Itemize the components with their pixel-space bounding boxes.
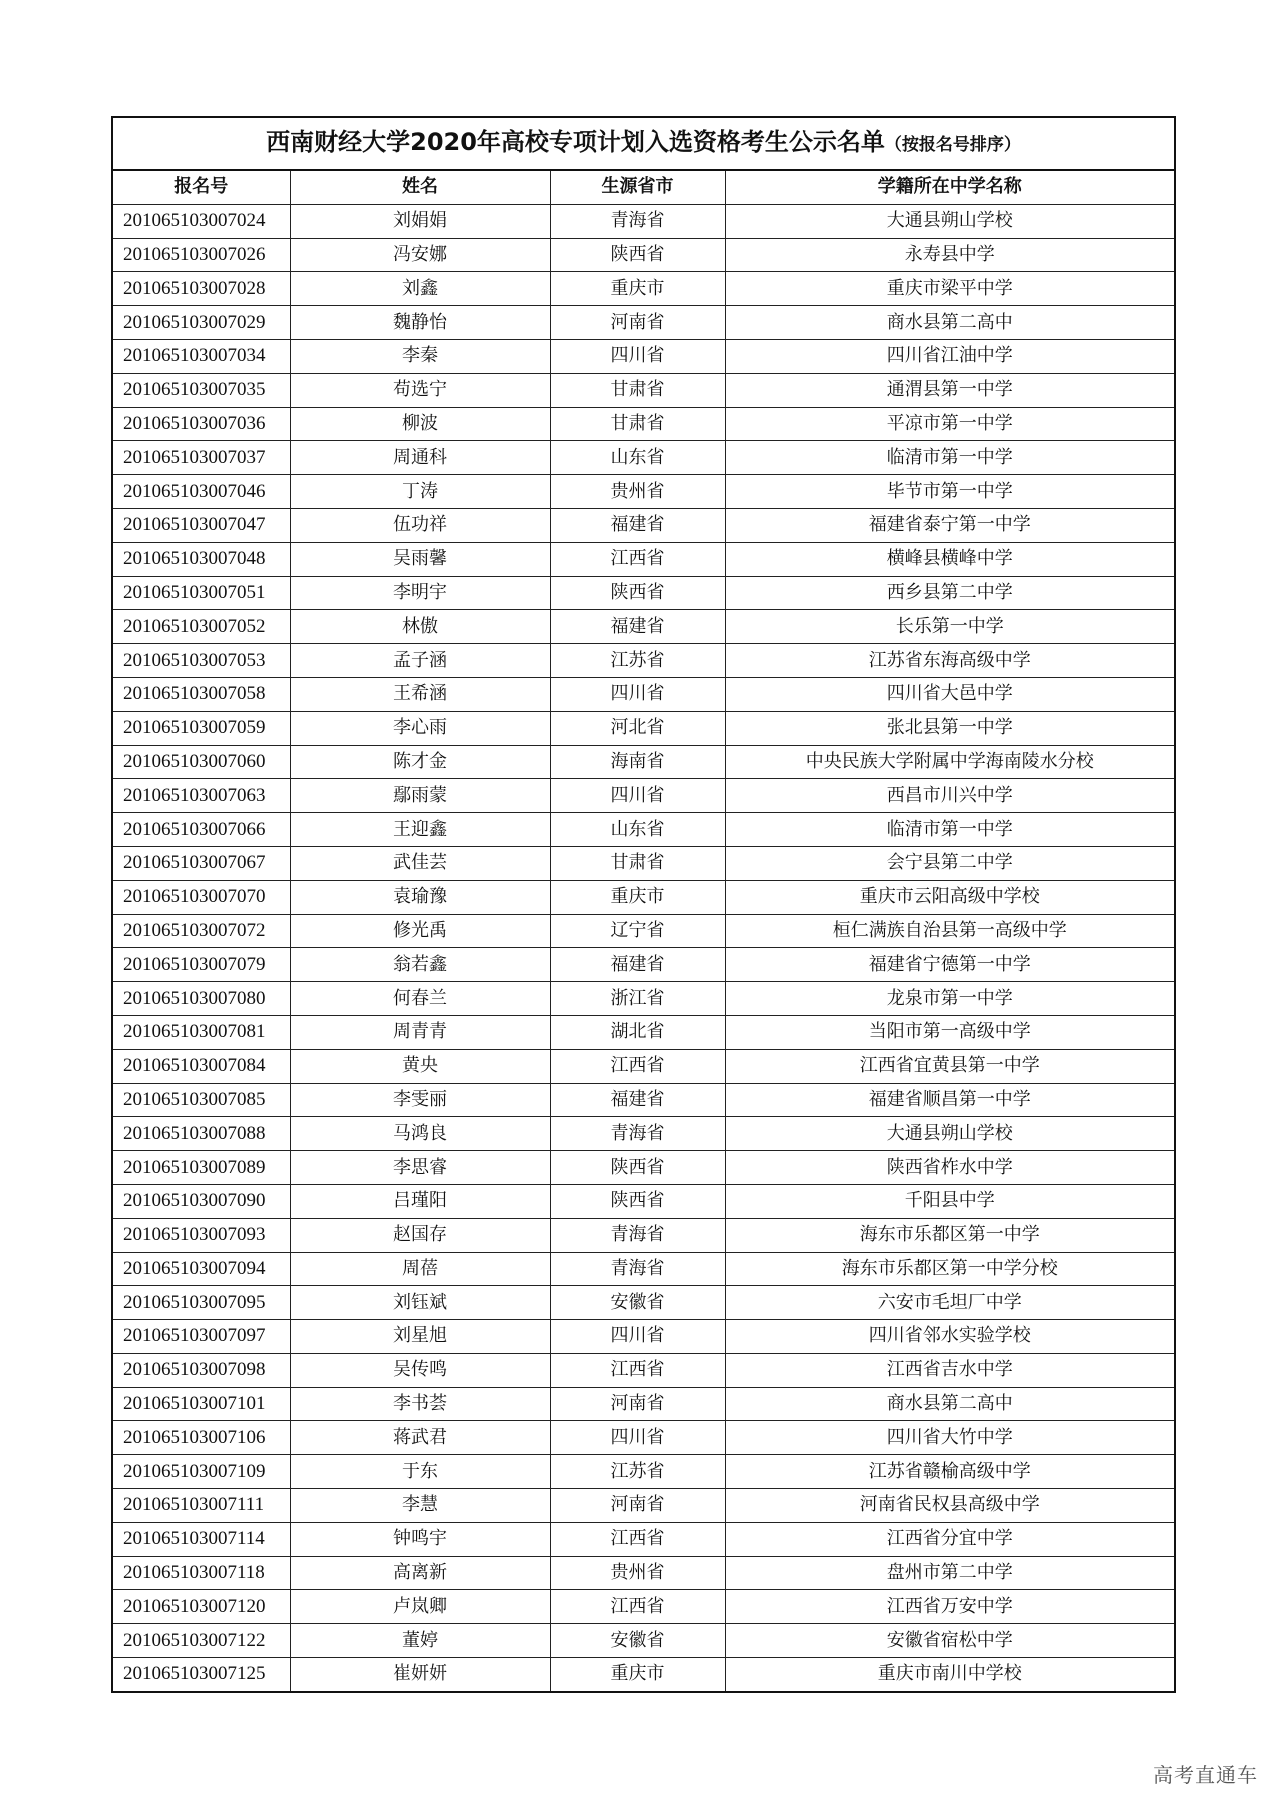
cell-source-province: 重庆市 <box>550 272 725 306</box>
cell-student-name: 马鸿良 <box>290 1117 550 1151</box>
cell-source-province: 福建省 <box>550 1083 725 1117</box>
cell-student-name: 周青青 <box>290 1015 550 1049</box>
cell-school-name: 海东市乐都区第一中学分校 <box>725 1252 1175 1286</box>
cell-school-name: 龙泉市第一中学 <box>725 982 1175 1016</box>
cell-student-name: 李书荟 <box>290 1387 550 1421</box>
cell-source-province: 甘肃省 <box>550 373 725 407</box>
cell-registration-id: 201065103007114 <box>112 1522 290 1556</box>
cell-source-province: 湖北省 <box>550 1015 725 1049</box>
cell-source-province: 四川省 <box>550 1320 725 1354</box>
cell-source-province: 四川省 <box>550 677 725 711</box>
table-row <box>112 1353 1175 1387</box>
cell-registration-id: 201065103007111 <box>112 1489 290 1523</box>
cell-registration-id: 201065103007098 <box>112 1353 290 1387</box>
cell-registration-id: 201065103007118 <box>112 1556 290 1590</box>
table-row <box>112 1218 1175 1252</box>
table-row <box>112 407 1175 441</box>
table-row <box>112 779 1175 813</box>
cell-source-province: 江西省 <box>550 542 725 576</box>
cell-registration-id: 201065103007067 <box>112 846 290 880</box>
table-row <box>112 1522 1175 1556</box>
cell-source-province: 安徽省 <box>550 1624 725 1658</box>
cell-registration-id: 201065103007097 <box>112 1320 290 1354</box>
cell-student-name: 高离新 <box>290 1556 550 1590</box>
cell-student-name: 冯安娜 <box>290 238 550 272</box>
cell-registration-id: 201065103007122 <box>112 1624 290 1658</box>
column-header-name: 姓名 <box>290 170 550 204</box>
cell-registration-id: 201065103007053 <box>112 644 290 678</box>
cell-registration-id: 201065103007026 <box>112 238 290 272</box>
cell-registration-id: 201065103007070 <box>112 880 290 914</box>
cell-student-name: 孟子涵 <box>290 644 550 678</box>
table-row <box>112 813 1175 847</box>
cell-school-name: 西昌市川兴中学 <box>725 779 1175 813</box>
cell-student-name: 王希涵 <box>290 677 550 711</box>
column-header-row <box>112 170 1175 204</box>
cell-student-name: 林傲 <box>290 610 550 644</box>
cell-source-province: 河南省 <box>550 1489 725 1523</box>
table-row <box>112 880 1175 914</box>
cell-school-name: 四川省大邑中学 <box>725 677 1175 711</box>
cell-school-name: 临清市第一中学 <box>725 441 1175 475</box>
cell-school-name: 江苏省赣榆高级中学 <box>725 1455 1175 1489</box>
table-row <box>112 1455 1175 1489</box>
cell-school-name: 江苏省东海高级中学 <box>725 644 1175 678</box>
cell-registration-id: 201065103007047 <box>112 508 290 542</box>
cell-school-name: 张北县第一中学 <box>725 711 1175 745</box>
cell-school-name: 通渭县第一中学 <box>725 373 1175 407</box>
cell-source-province: 陕西省 <box>550 576 725 610</box>
cell-source-province: 四川省 <box>550 779 725 813</box>
column-header-school: 学籍所在中学名称 <box>725 170 1175 204</box>
cell-source-province: 浙江省 <box>550 982 725 1016</box>
table-row <box>112 846 1175 880</box>
cell-school-name: 四川省邻水实验学校 <box>725 1320 1175 1354</box>
table-row <box>112 1320 1175 1354</box>
cell-student-name: 鄢雨蒙 <box>290 779 550 813</box>
table-row <box>112 1658 1175 1692</box>
table-row <box>112 272 1175 306</box>
cell-registration-id: 201065103007094 <box>112 1252 290 1286</box>
table-row <box>112 508 1175 542</box>
table-row <box>112 1184 1175 1218</box>
cell-school-name: 毕节市第一中学 <box>725 475 1175 509</box>
table-row <box>112 948 1175 982</box>
cell-school-name: 中央民族大学附属中学海南陵水分校 <box>725 745 1175 779</box>
cell-school-name: 河南省民权县高级中学 <box>725 1489 1175 1523</box>
cell-student-name: 柳波 <box>290 407 550 441</box>
roster-table <box>111 116 1176 1693</box>
cell-school-name: 江西省分宜中学 <box>725 1522 1175 1556</box>
cell-registration-id: 201065103007037 <box>112 441 290 475</box>
table-row <box>112 1151 1175 1185</box>
cell-registration-id: 201065103007125 <box>112 1658 290 1692</box>
table-row <box>112 745 1175 779</box>
cell-registration-id: 201065103007034 <box>112 339 290 373</box>
cell-school-name: 安徽省宿松中学 <box>725 1624 1175 1658</box>
cell-registration-id: 201065103007090 <box>112 1184 290 1218</box>
cell-source-province: 青海省 <box>550 1117 725 1151</box>
cell-student-name: 李明宇 <box>290 576 550 610</box>
title-note: （按报名号排序） <box>884 135 1021 155</box>
cell-school-name: 桓仁满族自治县第一高级中学 <box>725 914 1175 948</box>
cell-student-name: 李慧 <box>290 1489 550 1523</box>
cell-source-province: 辽宁省 <box>550 914 725 948</box>
table-row <box>112 1590 1175 1624</box>
cell-source-province: 福建省 <box>550 948 725 982</box>
cell-source-province: 江西省 <box>550 1522 725 1556</box>
cell-school-name: 福建省泰宁第一中学 <box>725 508 1175 542</box>
cell-source-province: 河南省 <box>550 1387 725 1421</box>
cell-registration-id: 201065103007081 <box>112 1015 290 1049</box>
cell-school-name: 当阳市第一高级中学 <box>725 1015 1175 1049</box>
table-row <box>112 542 1175 576</box>
table-row <box>112 610 1175 644</box>
cell-school-name: 永寿县中学 <box>725 238 1175 272</box>
cell-school-name: 商水县第二高中 <box>725 306 1175 340</box>
cell-school-name: 盘州市第二中学 <box>725 1556 1175 1590</box>
table-row <box>112 373 1175 407</box>
table-row <box>112 1015 1175 1049</box>
watermark-text: 高考直通车 <box>1153 1763 1258 1787</box>
cell-source-province: 海南省 <box>550 745 725 779</box>
cell-student-name: 伍功祥 <box>290 508 550 542</box>
cell-registration-id: 201065103007046 <box>112 475 290 509</box>
cell-source-province: 青海省 <box>550 204 725 238</box>
cell-student-name: 王迎鑫 <box>290 813 550 847</box>
table-row <box>112 644 1175 678</box>
table-row <box>112 306 1175 340</box>
table-row <box>112 1556 1175 1590</box>
cell-student-name: 刘钰斌 <box>290 1286 550 1320</box>
cell-source-province: 江苏省 <box>550 1455 725 1489</box>
cell-registration-id: 201065103007095 <box>112 1286 290 1320</box>
cell-source-province: 陕西省 <box>550 1184 725 1218</box>
cell-school-name: 西乡县第二中学 <box>725 576 1175 610</box>
table-row <box>112 441 1175 475</box>
table-row <box>112 982 1175 1016</box>
table-row <box>112 1387 1175 1421</box>
cell-student-name: 周蓓 <box>290 1252 550 1286</box>
cell-student-name: 何春兰 <box>290 982 550 1016</box>
cell-student-name: 翁若鑫 <box>290 948 550 982</box>
cell-school-name: 福建省宁德第一中学 <box>725 948 1175 982</box>
cell-registration-id: 201065103007093 <box>112 1218 290 1252</box>
table-row <box>112 238 1175 272</box>
cell-student-name: 周通科 <box>290 441 550 475</box>
cell-school-name: 福建省顺昌第一中学 <box>725 1083 1175 1117</box>
cell-registration-id: 201065103007084 <box>112 1049 290 1083</box>
cell-source-province: 陕西省 <box>550 238 725 272</box>
cell-registration-id: 201065103007088 <box>112 1117 290 1151</box>
cell-registration-id: 201065103007029 <box>112 306 290 340</box>
cell-registration-id: 201065103007072 <box>112 914 290 948</box>
table-row <box>112 1421 1175 1455</box>
cell-student-name: 李心雨 <box>290 711 550 745</box>
cell-source-province: 河北省 <box>550 711 725 745</box>
cell-school-name: 大通县朔山学校 <box>725 204 1175 238</box>
cell-registration-id: 201065103007066 <box>112 813 290 847</box>
cell-source-province: 青海省 <box>550 1218 725 1252</box>
table-row <box>112 1252 1175 1286</box>
title-text: 西南财经大学2020年高校专项计划入选资格考生公示名单 <box>266 128 885 156</box>
cell-source-province: 甘肃省 <box>550 846 725 880</box>
cell-student-name: 修光禹 <box>290 914 550 948</box>
cell-source-province: 河南省 <box>550 306 725 340</box>
cell-source-province: 江西省 <box>550 1590 725 1624</box>
table-row <box>112 711 1175 745</box>
table-row <box>112 576 1175 610</box>
table-row <box>112 1083 1175 1117</box>
cell-student-name: 吕瑾阳 <box>290 1184 550 1218</box>
cell-source-province: 甘肃省 <box>550 407 725 441</box>
cell-source-province: 福建省 <box>550 610 725 644</box>
cell-student-name: 刘星旭 <box>290 1320 550 1354</box>
table-row <box>112 1624 1175 1658</box>
cell-student-name: 董婷 <box>290 1624 550 1658</box>
cell-student-name: 丁涛 <box>290 475 550 509</box>
cell-registration-id: 201065103007063 <box>112 779 290 813</box>
cell-school-name: 海东市乐都区第一中学 <box>725 1218 1175 1252</box>
cell-student-name: 黄央 <box>290 1049 550 1083</box>
cell-source-province: 安徽省 <box>550 1286 725 1320</box>
document-sheet <box>111 116 1174 1693</box>
cell-school-name: 商水县第二高中 <box>725 1387 1175 1421</box>
roster-body <box>112 204 1175 1692</box>
cell-school-name: 六安市毛坦厂中学 <box>725 1286 1175 1320</box>
cell-registration-id: 201065103007079 <box>112 948 290 982</box>
title-row <box>112 117 1175 170</box>
cell-school-name: 大通县朔山学校 <box>725 1117 1175 1151</box>
table-row <box>112 1117 1175 1151</box>
cell-school-name: 重庆市梁平中学 <box>725 272 1175 306</box>
document-title <box>112 117 1175 170</box>
cell-registration-id: 201065103007028 <box>112 272 290 306</box>
cell-school-name: 长乐第一中学 <box>725 610 1175 644</box>
cell-registration-id: 201065103007085 <box>112 1083 290 1117</box>
column-header-id: 报名号 <box>112 170 290 204</box>
cell-school-name: 四川省江油中学 <box>725 339 1175 373</box>
table-row <box>112 1049 1175 1083</box>
cell-student-name: 吴传鸣 <box>290 1353 550 1387</box>
cell-student-name: 崔妍妍 <box>290 1658 550 1692</box>
cell-school-name: 会宁县第二中学 <box>725 846 1175 880</box>
cell-student-name: 苟选宁 <box>290 373 550 407</box>
cell-school-name: 江西省万安中学 <box>725 1590 1175 1624</box>
cell-registration-id: 201065103007120 <box>112 1590 290 1624</box>
cell-source-province: 四川省 <box>550 1421 725 1455</box>
cell-student-name: 赵国存 <box>290 1218 550 1252</box>
cell-student-name: 刘娟娟 <box>290 204 550 238</box>
cell-registration-id: 201065103007106 <box>112 1421 290 1455</box>
cell-student-name: 卢岚卿 <box>290 1590 550 1624</box>
cell-registration-id: 201065103007048 <box>112 542 290 576</box>
cell-source-province: 江西省 <box>550 1353 725 1387</box>
cell-student-name: 陈才金 <box>290 745 550 779</box>
cell-registration-id: 201065103007036 <box>112 407 290 441</box>
cell-source-province: 江西省 <box>550 1049 725 1083</box>
cell-registration-id: 201065103007089 <box>112 1151 290 1185</box>
cell-registration-id: 201065103007109 <box>112 1455 290 1489</box>
cell-source-province: 青海省 <box>550 1252 725 1286</box>
cell-student-name: 李秦 <box>290 339 550 373</box>
cell-school-name: 重庆市云阳高级中学校 <box>725 880 1175 914</box>
cell-school-name: 陕西省柞水中学 <box>725 1151 1175 1185</box>
cell-student-name: 刘鑫 <box>290 272 550 306</box>
table-row <box>112 914 1175 948</box>
table-row <box>112 1489 1175 1523</box>
cell-source-province: 山东省 <box>550 813 725 847</box>
cell-registration-id: 201065103007080 <box>112 982 290 1016</box>
cell-school-name: 千阳县中学 <box>725 1184 1175 1218</box>
cell-school-name: 平凉市第一中学 <box>725 407 1175 441</box>
cell-student-name: 钟鸣宇 <box>290 1522 550 1556</box>
cell-registration-id: 201065103007058 <box>112 677 290 711</box>
cell-school-name: 江西省吉水中学 <box>725 1353 1175 1387</box>
cell-school-name: 临清市第一中学 <box>725 813 1175 847</box>
cell-school-name: 四川省大竹中学 <box>725 1421 1175 1455</box>
table-row <box>112 204 1175 238</box>
cell-source-province: 陕西省 <box>550 1151 725 1185</box>
cell-registration-id: 201065103007052 <box>112 610 290 644</box>
cell-source-province: 山东省 <box>550 441 725 475</box>
cell-source-province: 江苏省 <box>550 644 725 678</box>
cell-student-name: 李雯丽 <box>290 1083 550 1117</box>
cell-student-name: 袁瑜豫 <box>290 880 550 914</box>
cell-source-province: 重庆市 <box>550 880 725 914</box>
cell-school-name: 江西省宜黄县第一中学 <box>725 1049 1175 1083</box>
cell-school-name: 重庆市南川中学校 <box>725 1658 1175 1692</box>
column-header-province: 生源省市 <box>550 170 725 204</box>
table-row <box>112 339 1175 373</box>
cell-student-name: 蒋武君 <box>290 1421 550 1455</box>
cell-registration-id: 201065103007035 <box>112 373 290 407</box>
cell-source-province: 四川省 <box>550 339 725 373</box>
cell-source-province: 贵州省 <box>550 475 725 509</box>
cell-registration-id: 201065103007051 <box>112 576 290 610</box>
cell-registration-id: 201065103007060 <box>112 745 290 779</box>
cell-student-name: 于东 <box>290 1455 550 1489</box>
cell-registration-id: 201065103007101 <box>112 1387 290 1421</box>
cell-source-province: 贵州省 <box>550 1556 725 1590</box>
cell-school-name: 横峰县横峰中学 <box>725 542 1175 576</box>
cell-source-province: 福建省 <box>550 508 725 542</box>
cell-registration-id: 201065103007059 <box>112 711 290 745</box>
table-row <box>112 475 1175 509</box>
cell-student-name: 魏静怡 <box>290 306 550 340</box>
table-row <box>112 677 1175 711</box>
cell-student-name: 李思睿 <box>290 1151 550 1185</box>
cell-student-name: 吴雨馨 <box>290 542 550 576</box>
cell-registration-id: 201065103007024 <box>112 204 290 238</box>
cell-student-name: 武佳芸 <box>290 846 550 880</box>
table-row <box>112 1286 1175 1320</box>
cell-source-province: 重庆市 <box>550 1658 725 1692</box>
